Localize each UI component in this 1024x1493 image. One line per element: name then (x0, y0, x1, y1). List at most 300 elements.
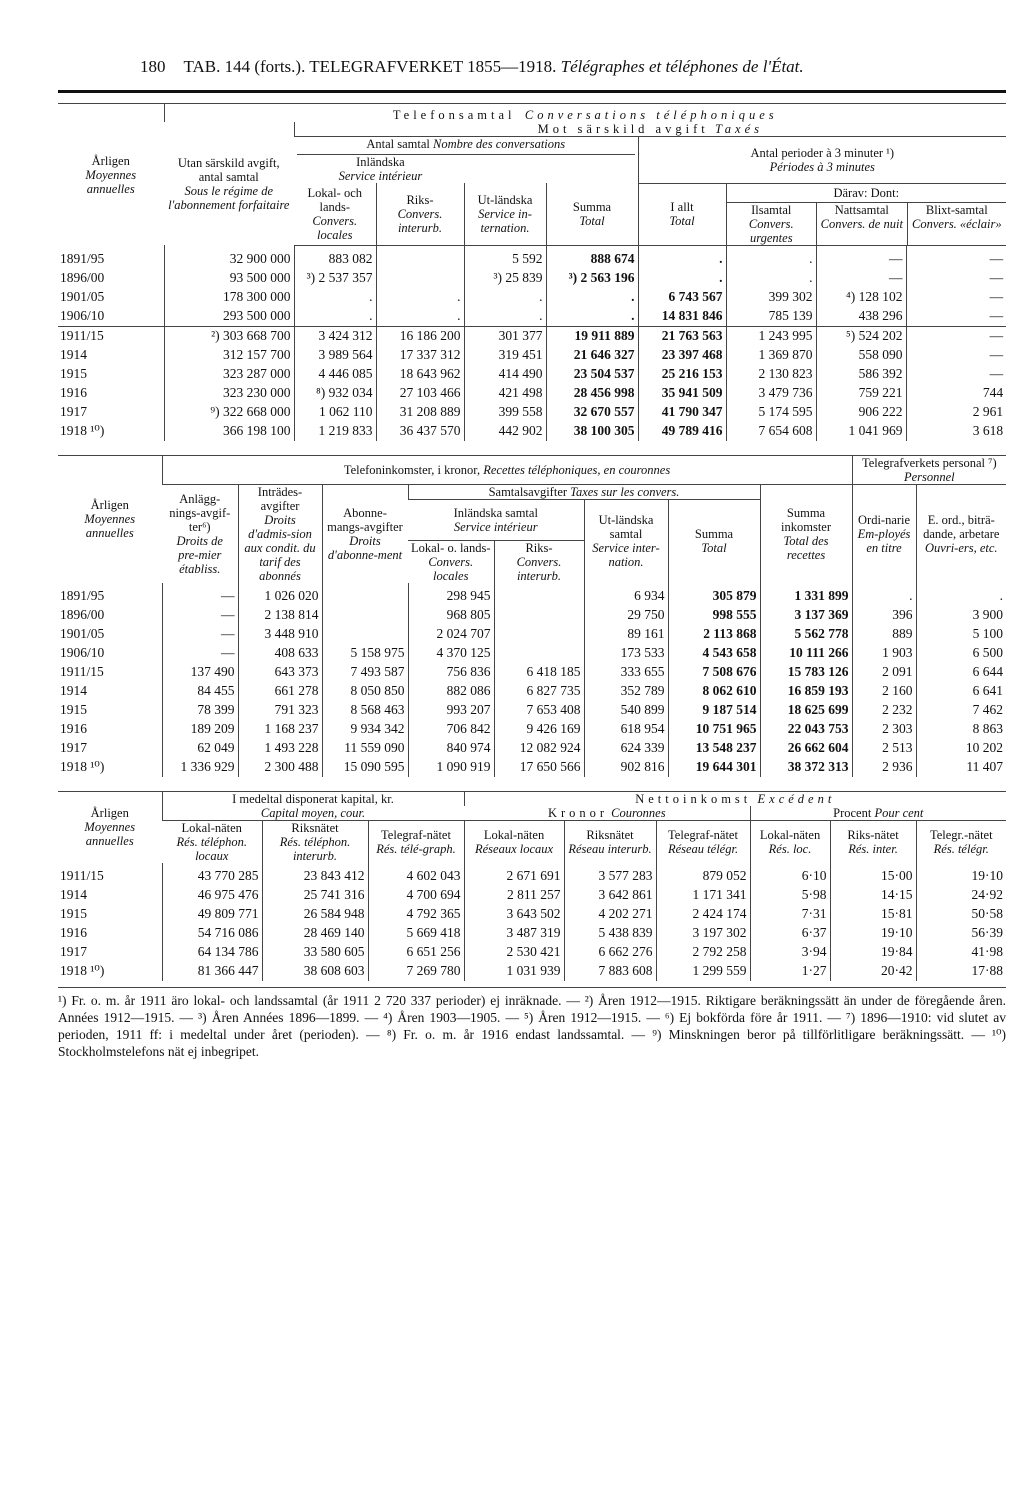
table-cell: 8 568 463 (322, 701, 408, 720)
table-cell: 6 662 276 (564, 943, 656, 962)
table-row (58, 682, 1006, 701)
capital-income-table (58, 792, 1006, 981)
lokal-header: Lokal- o. lands- Convers. locales (411, 540, 491, 583)
table-cell: 17 650 566 (494, 758, 584, 777)
table-cell: . (638, 245, 726, 269)
table-cell: . (852, 583, 916, 606)
table-cell: 18 625 699 (760, 701, 852, 720)
table-cell: 31 208 889 (376, 403, 464, 422)
table-cell: 20·42 (830, 962, 916, 981)
table-cell: 4 792 365 (368, 905, 464, 924)
table-cell: 28 456 998 (546, 384, 638, 403)
row-year: 1918 ¹⁰) (60, 759, 105, 774)
table-cell: 19 644 301 (668, 758, 760, 777)
table-cell: 6·37 (750, 924, 830, 943)
table-cell: 41 790 347 (638, 403, 726, 422)
table-row (58, 758, 1006, 777)
table-cell: 7·31 (750, 905, 830, 924)
row-year: 1911/15 (60, 868, 104, 883)
table-cell: 4 543 658 (668, 644, 760, 663)
table-cell: 23 397 468 (638, 346, 726, 365)
kapital-header: I medeltal disponerat kapital, kr. Capital moyen, cour. (162, 792, 464, 821)
table-cell: 298 945 (408, 583, 494, 606)
table-cell: 15 090 595 (322, 758, 408, 777)
table-row (58, 422, 1006, 441)
row-year: 1901/05 (60, 289, 105, 304)
table-cell: 10 751 965 (668, 720, 760, 739)
table-cell: 756 836 (408, 663, 494, 682)
table-cell: 7 269 780 (368, 962, 464, 981)
table-cell: 661 278 (238, 682, 322, 701)
table-row (58, 288, 1006, 307)
table-row (58, 943, 1006, 962)
row-year: 1906/10 (60, 645, 105, 660)
table-cell: 64 134 786 (162, 943, 262, 962)
table-cell: 759 221 (816, 384, 906, 403)
table-cell: 352 789 (584, 682, 668, 701)
table-cell: — (816, 269, 906, 288)
table-cell: — (906, 307, 1006, 327)
table-cell: 744 (906, 384, 1006, 403)
table-cell: 2 936 (852, 758, 916, 777)
telephone-income-rows (58, 583, 1006, 777)
row-year: 1918 ¹⁰) (60, 963, 105, 978)
nettoinkomst-header: Nettoinkomst Excédent (464, 792, 1006, 806)
anlaggning-header: Anlägg-nings-avgif-ter⁶) Droits de pre-mier établiss. (169, 491, 231, 576)
table-cell: 333 655 (584, 663, 668, 682)
table-cell (376, 269, 464, 288)
table-cell: 968 805 (408, 606, 494, 625)
table-cell: 50·58 (916, 905, 1006, 924)
riks-header: Riks- Convers. interurb. (376, 183, 464, 245)
row-year: 1896/00 (60, 607, 105, 622)
table-cell: 8 062 610 (668, 682, 760, 701)
table-cell: 19·84 (830, 943, 916, 962)
table-cell: 19 911 889 (546, 326, 638, 346)
table-cell (376, 245, 464, 269)
table-cell: 319 451 (464, 346, 546, 365)
personal-header: Telegrafverkets personal ⁷) Personnel (852, 456, 1006, 485)
table-row (58, 663, 1006, 682)
table-cell: 49 809 771 (162, 905, 262, 924)
table-cell: ³) 2 563 196 (546, 269, 638, 288)
procent-riks-header: Riks-nätet Rés. inter. (830, 820, 916, 863)
table-cell: 889 (852, 625, 916, 644)
summa-header: Summa Total (668, 499, 760, 583)
table-cell: . (294, 307, 376, 327)
page (58, 52, 1006, 1060)
row-year: 1911/15 (60, 664, 104, 679)
table-cell: 15 783 126 (760, 663, 852, 682)
table-cell: — (906, 326, 1006, 346)
kapital-lokal-header: Lokal-näten Rés. téléphon. locaux (176, 820, 247, 863)
extraordinarie-header: E. ord., biträ-dande, arbetare Ouvri-ers, etc. (916, 484, 1006, 583)
table-cell: 2 024 707 (408, 625, 494, 644)
table-cell: 5 100 (916, 625, 1006, 644)
row-year: 1914 (60, 683, 87, 698)
table-cell: 4 700 694 (368, 886, 464, 905)
table-cell: . (638, 269, 726, 288)
table-cell: 15·81 (830, 905, 916, 924)
row-year: 1918 ¹⁰) (60, 423, 105, 438)
top-rule (58, 90, 1006, 93)
inkomster-header: Telefoninkomster, i kronor, Recettes téléphoniques, en couronnes (162, 456, 852, 485)
table-cell: 78 399 (162, 701, 238, 720)
table-cell: 1 168 237 (238, 720, 322, 739)
kronor-lokal-header: Lokal-näten Réseaux locaux (464, 820, 564, 863)
table-cell: 3 900 (916, 606, 1006, 625)
table-cell: 7 493 587 (322, 663, 408, 682)
row-year: 1916 (60, 721, 87, 736)
table-row (58, 863, 1006, 886)
table-cell: 3·94 (750, 943, 830, 962)
table-cell: 3 424 312 (294, 326, 376, 346)
table-cell: 1 243 995 (726, 326, 816, 346)
table-cell: 1 369 870 (726, 346, 816, 365)
table-cell: 1 026 020 (238, 583, 322, 606)
table-cell: 2 671 691 (464, 863, 564, 886)
table-cell: 38 372 313 (760, 758, 852, 777)
table-cell (494, 625, 584, 644)
capital-income-section (58, 791, 1006, 981)
table-cell: 11 407 (916, 758, 1006, 777)
table-row (58, 606, 1006, 625)
table-cell: — (162, 625, 238, 644)
table-cell: 62 049 (162, 739, 238, 758)
table-cell: 785 139 (726, 307, 816, 327)
table-number: TAB. 144 (forts.). (183, 57, 306, 76)
table-row (58, 307, 1006, 327)
table-cell: 8 050 850 (322, 682, 408, 701)
i-allt-header: I allt Total (638, 183, 726, 245)
table-cell: 7 508 676 (668, 663, 760, 682)
table-cell: 2 113 868 (668, 625, 760, 644)
table-cell: 28 469 140 (262, 924, 368, 943)
table-cell: 4 602 043 (368, 863, 464, 886)
table-cell: . (726, 269, 816, 288)
table-cell: 3 479 736 (726, 384, 816, 403)
table-cell: 1 062 110 (294, 403, 376, 422)
table-cell: . (464, 288, 546, 307)
table-cell: 7 654 608 (726, 422, 816, 441)
table-row (58, 886, 1006, 905)
row-year: 1911/15 (58, 326, 164, 346)
table-cell: 7 883 608 (564, 962, 656, 981)
row-year: 1917 (60, 404, 87, 419)
table-cell: 438 296 (816, 307, 906, 327)
table-cell: 323 287 000 (164, 365, 294, 384)
table-row (58, 644, 1006, 663)
table-cell: 414 490 (464, 365, 546, 384)
table-cell: 5·98 (750, 886, 830, 905)
table-cell: 2 424 174 (656, 905, 750, 924)
table-cell: 882 086 (408, 682, 494, 701)
table-cell: . (376, 307, 464, 327)
table-row (58, 365, 1006, 384)
table-cell: 178 300 000 (164, 288, 294, 307)
table-cell: 21 763 563 (638, 326, 726, 346)
table-row (58, 720, 1006, 739)
mot-avgift-header: Mot särskild avgift Taxés (294, 122, 1006, 137)
ordinarie-header: Ordi-narie Em-ployés en titre (852, 484, 916, 583)
table-cell: 1·27 (750, 962, 830, 981)
table-cell: 1 090 919 (408, 758, 494, 777)
row-year: 1914 (60, 347, 87, 362)
row-year: 1906/10 (60, 308, 105, 323)
table-cell: 6 641 (916, 682, 1006, 701)
table-cell: 1 031 939 (464, 962, 564, 981)
table-cell: 9 426 169 (494, 720, 584, 739)
table-cell: 17 337 312 (376, 346, 464, 365)
table-cell: 3 448 910 (238, 625, 322, 644)
table-cell: 5 669 418 (368, 924, 464, 943)
table-cell: 3 642 861 (564, 886, 656, 905)
table-cell: 6 743 567 (638, 288, 726, 307)
table-cell: 8 863 (916, 720, 1006, 739)
table-cell: . (916, 583, 1006, 606)
procent-lokal-header: Lokal-näten Rés. loc. (750, 820, 830, 863)
table-cell: 2 160 (852, 682, 916, 701)
table-cell: 883 082 (294, 245, 376, 269)
table-cell (494, 644, 584, 663)
table-row (58, 326, 1006, 346)
table-cell: 879 052 (656, 863, 750, 886)
table-cell: 7 653 408 (494, 701, 584, 720)
table-cell: 2 300 488 (238, 758, 322, 777)
table-cell: 396 (852, 606, 916, 625)
table-cell: 2 303 (852, 720, 916, 739)
telefonsamtal-header: Telefonsamtal Conversations téléphoniques (164, 104, 1006, 122)
table-cell: 366 198 100 (164, 422, 294, 441)
darav-header: Därav: Dont: Ilsamtal Convers. urgentes Nattsamtal Convers. de nuit Blixt-samtal Convers. «éclair» (726, 183, 1006, 245)
table-cell: 4 446 085 (294, 365, 376, 384)
table-cell: 46 975 476 (162, 886, 262, 905)
table-cell: 14 831 846 (638, 307, 726, 327)
table-cell: 38 100 305 (546, 422, 638, 441)
table-cell: . (726, 245, 816, 269)
table-cell: 1 219 833 (294, 422, 376, 441)
telephone-income-table (58, 456, 1006, 777)
table-cell: . (464, 307, 546, 327)
table-cell: ³) 25 839 (464, 269, 546, 288)
table-row (58, 924, 1006, 943)
table-cell: 312 157 700 (164, 346, 294, 365)
table-cell: 41·98 (916, 943, 1006, 962)
utlandska-header: Ut-ländska Service in-ternation. (464, 183, 546, 245)
table-cell: 2 513 (852, 739, 916, 758)
table-cell: 6 500 (916, 644, 1006, 663)
utan-avgift-header: Utan särskild avgift, antal samtal Sous le régime de l'abonnement forfaitaire (168, 155, 290, 212)
table-cell: 26 584 948 (262, 905, 368, 924)
row-year: 1917 (60, 740, 87, 755)
table-cell: 16 859 193 (760, 682, 852, 701)
table-cell: 3 487 319 (464, 924, 564, 943)
table-cell: 9 934 342 (322, 720, 408, 739)
table-cell: 10 111 266 (760, 644, 852, 663)
table-cell: 14·15 (830, 886, 916, 905)
table-cell: 18 643 962 (376, 365, 464, 384)
samtalsavgifter-header: Samtalsavgifter Taxes sur les convers. (408, 484, 760, 499)
table-cell: 6 418 185 (494, 663, 584, 682)
table-cell: 902 816 (584, 758, 668, 777)
table-row (58, 739, 1006, 758)
table-cell (322, 625, 408, 644)
table-cell: 189 209 (162, 720, 238, 739)
table-cell: 9 187 514 (668, 701, 760, 720)
table-cell: 25 216 153 (638, 365, 726, 384)
table-cell: 2 091 (852, 663, 916, 682)
table-cell: 2 138 814 (238, 606, 322, 625)
table-cell: 26 662 604 (760, 739, 852, 758)
table-cell: 5 438 839 (564, 924, 656, 943)
row-year: 1914 (60, 887, 87, 902)
table-cell: 6 934 (584, 583, 668, 606)
table-cell: 4 370 125 (408, 644, 494, 663)
table-row (58, 403, 1006, 422)
table-cell: 888 674 (546, 245, 638, 269)
table-cell: . (294, 288, 376, 307)
table-cell: . (376, 288, 464, 307)
table-cell: 32 900 000 (164, 245, 294, 269)
row-year: 1916 (60, 385, 87, 400)
table-cell: 36 437 570 (376, 422, 464, 441)
table-cell: 5 158 975 (322, 644, 408, 663)
table-row (58, 583, 1006, 606)
table-cell: 3 643 502 (464, 905, 564, 924)
table-row (58, 245, 1006, 269)
table-cell: — (906, 346, 1006, 365)
row-year: 1915 (60, 366, 87, 381)
table-cell: — (906, 269, 1006, 288)
table-cell: 558 090 (816, 346, 906, 365)
table-cell: 586 392 (816, 365, 906, 384)
table-cell: — (906, 245, 1006, 269)
telephone-calls-table (58, 104, 1006, 441)
table-cell: 173 533 (584, 644, 668, 663)
table-cell: 2 530 421 (464, 943, 564, 962)
table-cell: 5 174 595 (726, 403, 816, 422)
table-cell: 5 592 (464, 245, 546, 269)
table-cell: 13 548 237 (668, 739, 760, 758)
table-cell: . (546, 288, 638, 307)
table-cell: 643 373 (238, 663, 322, 682)
table-cell: . (546, 307, 638, 327)
table-cell: 1 331 899 (760, 583, 852, 606)
table-cell: 19·10 (916, 863, 1006, 886)
intrade-header: Inträdes-avgifter Droits d'admis-sion aux condit. du tarif des abonnés (238, 484, 322, 583)
row-year: 1891/95 (60, 588, 105, 603)
table-cell: 1 493 228 (238, 739, 322, 758)
table-cell: 2 811 257 (464, 886, 564, 905)
row-year: 1901/05 (60, 626, 105, 641)
running-header (58, 52, 1006, 82)
row-year: 1917 (60, 944, 87, 959)
table-cell: 399 558 (464, 403, 546, 422)
table-cell: 1 041 969 (816, 422, 906, 441)
table-cell: 323 230 000 (164, 384, 294, 403)
perioder-header: Antal perioder à 3 minuter ¹) Périodes à 3 minutes (638, 137, 1006, 184)
row-year: 1915 (60, 702, 87, 717)
table-row (58, 384, 1006, 403)
table-cell: 1 336 929 (162, 758, 238, 777)
table-cell: 293 500 000 (164, 307, 294, 327)
table-cell: 81 366 447 (162, 962, 262, 981)
table-cell: 27 103 466 (376, 384, 464, 403)
table-cell: 540 899 (584, 701, 668, 720)
table-cell: ⁴) 128 102 (816, 288, 906, 307)
table-cell: 840 974 (408, 739, 494, 758)
table-cell: 49 789 416 (638, 422, 726, 441)
table-cell: 35 941 509 (638, 384, 726, 403)
table-cell: — (906, 365, 1006, 384)
row-year: 1915 (60, 906, 87, 921)
table-cell: 624 339 (584, 739, 668, 758)
table-row (58, 701, 1006, 720)
kapital-riks-header: Riksnätet Rés. téléphon. interurb. (262, 820, 368, 863)
table-cell: 12 082 924 (494, 739, 584, 758)
table-cell: 1 171 341 (656, 886, 750, 905)
table-row (58, 962, 1006, 981)
table-cell: 5 562 778 (760, 625, 852, 644)
table-cell: 19·10 (830, 924, 916, 943)
table-cell: 408 633 (238, 644, 322, 663)
table-cell: — (906, 288, 1006, 307)
table-cell: 998 555 (668, 606, 760, 625)
table-cell: 11 559 090 (322, 739, 408, 758)
inlandska-samtal-header: Inländska samtal Service intérieur (408, 499, 584, 540)
table-cell: — (816, 245, 906, 269)
table-cell: 137 490 (162, 663, 238, 682)
table-cell: 93 500 000 (164, 269, 294, 288)
table-cell: — (162, 606, 238, 625)
table-cell: 791 323 (238, 701, 322, 720)
riks-header: Riks- Convers. interurb. (494, 540, 584, 583)
table-cell: 2 792 258 (656, 943, 750, 962)
table-cell: 43 770 285 (162, 863, 262, 886)
table-cell: ³) 2 537 357 (294, 269, 376, 288)
table-cell: 6 827 735 (494, 682, 584, 701)
summa-inkomster-header: Summa inkomster Total des recettes (760, 484, 852, 583)
table-cell: 23 504 537 (546, 365, 638, 384)
row-year: 1891/95 (60, 250, 105, 266)
table-cell (494, 606, 584, 625)
table-cell: ²) 303 668 700 (164, 326, 294, 346)
table-cell: 301 377 (464, 326, 546, 346)
table-cell: 305 879 (668, 583, 760, 606)
table-cell: 15·00 (830, 863, 916, 886)
title-swedish: TELEGRAFVERKET 1855—1918. (309, 57, 557, 76)
table-cell: 442 902 (464, 422, 546, 441)
abonnemang-header: Abonne-mangs-avgifter Droits d'abonne-ment (322, 484, 408, 583)
table-cell: 6·10 (750, 863, 830, 886)
year-header: Årligen Moyennes annuelles (85, 153, 137, 196)
table-row (58, 269, 1006, 288)
table-cell: 3 197 302 (656, 924, 750, 943)
year-header: Årligen Moyennes annuelles (84, 806, 136, 848)
table-cell: 89 161 (584, 625, 668, 644)
table-cell: 399 302 (726, 288, 816, 307)
table-cell: 618 954 (584, 720, 668, 739)
procent-telegraf-header: Telegr.-nätet Rés. télégr. (916, 820, 1006, 863)
table-cell: 54 716 086 (162, 924, 262, 943)
table-cell: 56·39 (916, 924, 1006, 943)
utlandska-samtal-header: Ut-ländska samtal Service inter-nation. (584, 499, 668, 583)
table-cell: 421 498 (464, 384, 546, 403)
table-cell: 21 646 327 (546, 346, 638, 365)
table-cell (494, 583, 584, 606)
table-row (58, 346, 1006, 365)
table-cell: ⁸) 932 034 (294, 384, 376, 403)
